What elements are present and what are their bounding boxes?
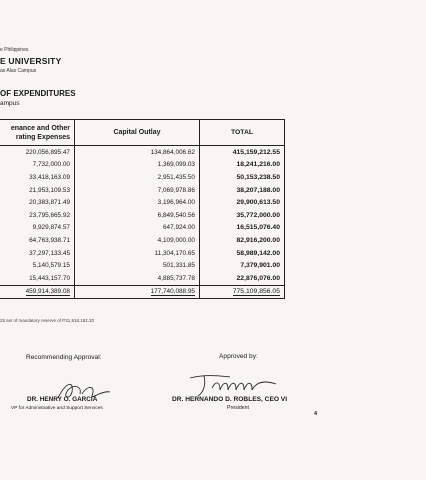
cell-capital-outlay: 4,109,000.00 (75, 234, 200, 247)
cell-maintenance: 20,383,871.49 (0, 196, 75, 209)
table-row (0, 234, 285, 247)
table-row (0, 222, 285, 235)
grand-total-cell (200, 285, 285, 299)
cell-total: 58,989,142.00 (200, 247, 285, 260)
table-row (0, 196, 285, 209)
recommending-signatory-role: VP for Administrative and Support Services (11, 406, 103, 411)
table-row (0, 146, 285, 159)
cell-total: 18,241,216.00 (200, 159, 285, 172)
header-university: E UNIVERSITY (0, 56, 62, 66)
cell-capital-outlay: 3,196,964.00 (75, 196, 200, 209)
header-country: e Philippines (0, 47, 29, 53)
cell-maintenance: 15,443,157.70 (0, 272, 75, 285)
total-capital-outlay-cell (75, 285, 200, 299)
cell-maintenance: 21,953,109.53 (0, 184, 75, 197)
cell-maintenance: 9,929,874.57 (0, 222, 75, 235)
cell-capital-outlay: 647,924.00 (75, 222, 200, 235)
total-capital-outlay: 177,740,088.95 (150, 288, 195, 296)
grand-total: 775,109,856.05 (232, 288, 280, 296)
cell-capital-outlay: 7,069,978.86 (75, 184, 200, 197)
signature-robles (186, 370, 282, 398)
cell-capital-outlay: 501,331.85 (75, 259, 200, 272)
table-row (0, 259, 285, 272)
table-row (0, 247, 285, 260)
cell-maintenance: 7,732,000.00 (0, 159, 75, 172)
cell-total: 415,159,212.55 (200, 146, 285, 159)
cell-capital-outlay: 134,864,006.62 (75, 146, 200, 159)
cell-capital-outlay: 11,304,170.65 (75, 247, 200, 260)
total-maintenance-cell (0, 285, 75, 299)
cell-total: 29,900,613.50 (200, 196, 285, 209)
cell-total: 22,876,076.00 (200, 272, 285, 285)
cell-capital-outlay: 6,849,540.56 (75, 209, 200, 222)
column-header-maintenance: enance and Other rating Expenses (0, 120, 75, 146)
expenditure-table (0, 119, 285, 299)
cell-capital-outlay: 1,369,099.03 (75, 159, 200, 172)
approved-by-label: Approved by: (219, 353, 258, 360)
cell-total: 50,153,238.50 (200, 171, 285, 184)
cell-total: 38,207,188.00 (200, 184, 285, 197)
table-row (0, 171, 285, 184)
column-header-total: TOTAL (200, 120, 285, 146)
table-row (0, 272, 285, 285)
cell-capital-outlay: 4,885,737.78 (75, 272, 200, 285)
table-row (0, 159, 285, 172)
table-header-row (0, 120, 285, 146)
cell-total: 16,515,076.40 (200, 222, 285, 235)
recommending-approval-label: Recommending Approval: (26, 354, 102, 361)
cell-total: 35,772,000.00 (200, 209, 285, 222)
table-row (0, 209, 285, 222)
total-maintenance: 459,914,389.08 (25, 288, 70, 296)
approving-signatory-role: President (227, 405, 249, 411)
cell-maintenance: 64,763,938.71 (0, 234, 75, 247)
recommending-signatory-name: DR. HENRY O. GARCIA (27, 396, 98, 403)
document-title: OF EXPENDITURES (0, 89, 76, 98)
approving-signatory-name: DR. HERNANDO D. ROBLES, CEO VI (172, 396, 288, 403)
cell-maintenance: 5,140,579.15 (0, 259, 75, 272)
cell-total: 7,379,901.00 (200, 259, 285, 272)
cell-maintenance: 23,795,665.92 (0, 209, 75, 222)
column-header-capital-outlay: Capital Outlay (75, 120, 200, 146)
table-row (0, 184, 285, 197)
footnote: 25 set of mandatory reserve of P31,918,182.20 (0, 318, 95, 323)
cell-maintenance: 37,297,133.45 (0, 247, 75, 260)
cell-total: 82,916,200.00 (200, 234, 285, 247)
cell-maintenance: 220,056,895.47 (0, 146, 75, 159)
cell-capital-outlay: 2,951,435.50 (75, 171, 200, 184)
total-row (0, 285, 285, 299)
document-subtitle: ampus (0, 100, 20, 107)
cell-maintenance: 33,418,163.09 (0, 171, 75, 184)
page-number: 4 (314, 411, 318, 417)
header-campus: as Alas Campus (0, 68, 37, 74)
